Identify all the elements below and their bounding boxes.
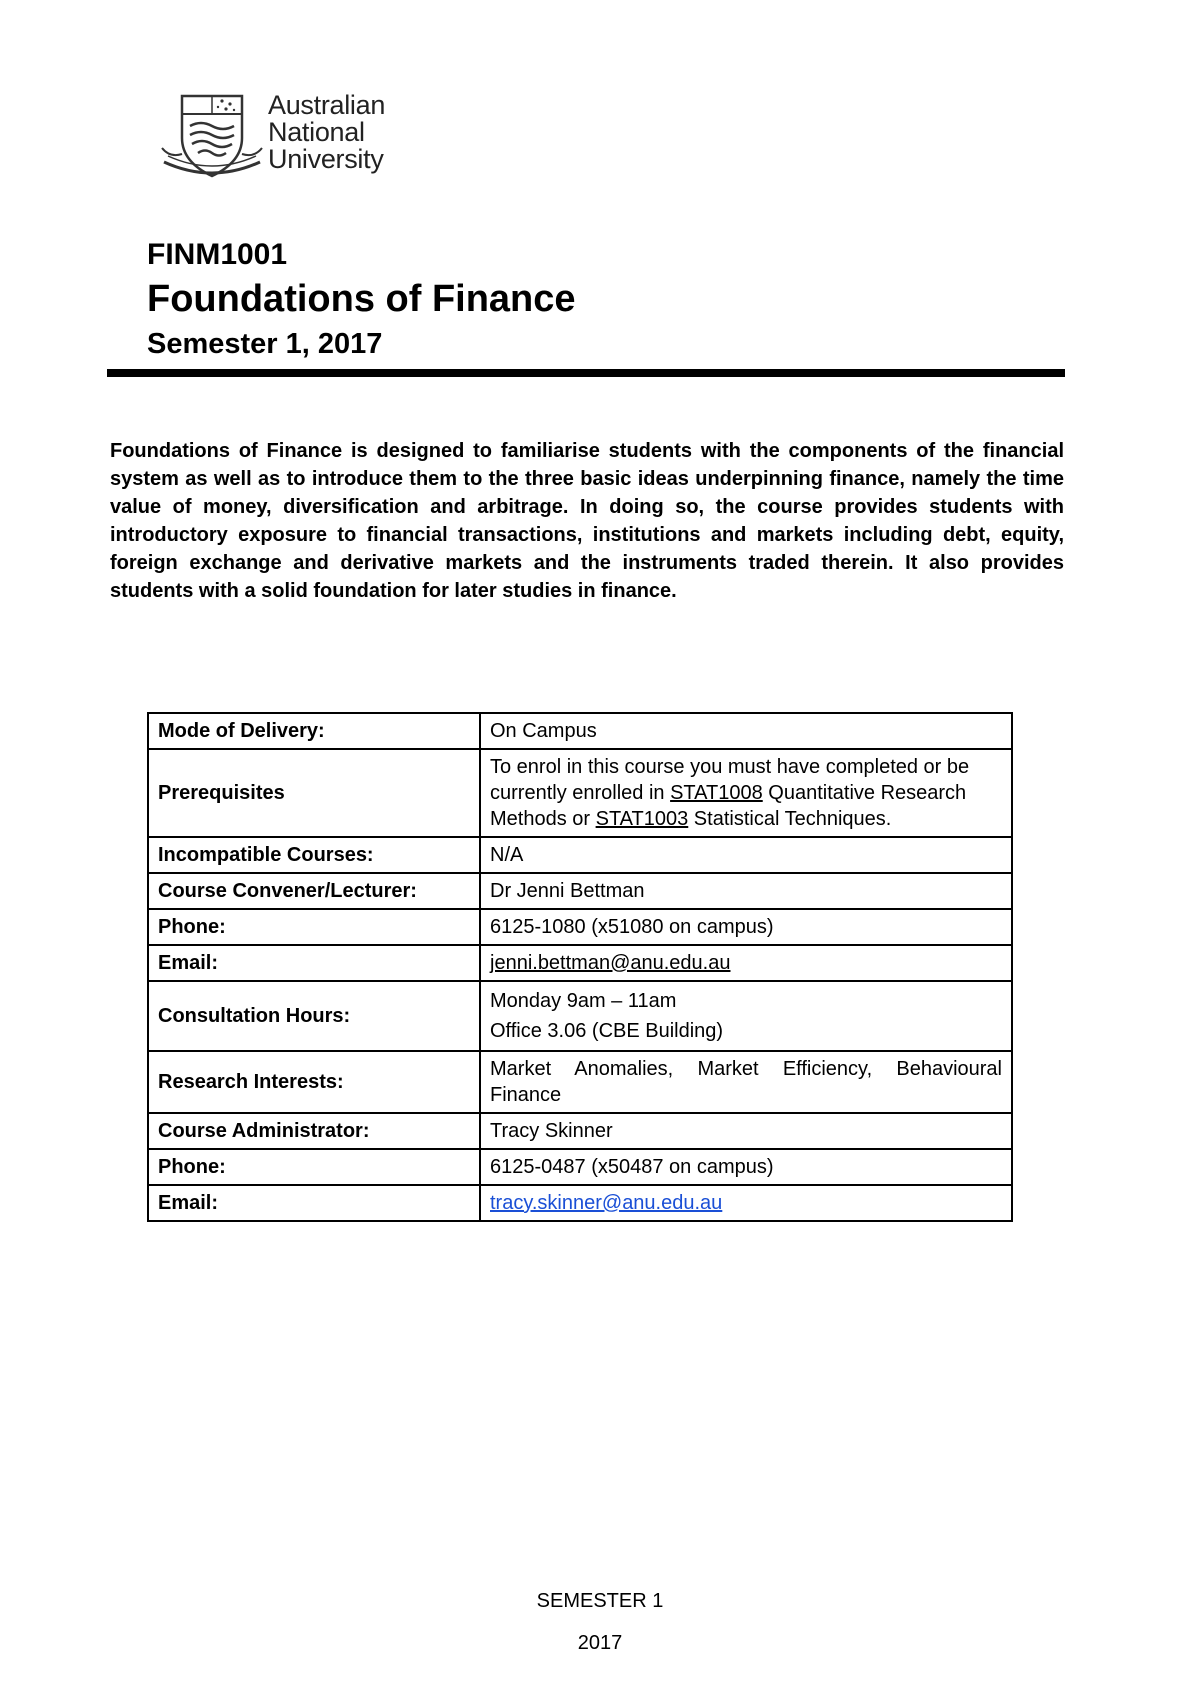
course-info-table xyxy=(147,712,1013,1222)
logo-wordmark xyxy=(268,92,385,173)
consultation-value xyxy=(480,981,1012,1051)
course-title: Foundations of Finance xyxy=(147,278,576,320)
footer-semester: SEMESTER 1 xyxy=(536,1590,664,1612)
course-code: FINM1001 xyxy=(147,238,288,271)
phone-label: Phone: xyxy=(148,1149,480,1185)
table-row xyxy=(148,837,1012,873)
consultation-office: Office 3.06 (CBE Building) xyxy=(490,1020,724,1042)
table-row xyxy=(148,909,1012,945)
email-label: Email: xyxy=(148,945,480,981)
table-row xyxy=(148,981,1012,1051)
logo-line: Australian xyxy=(268,90,386,120)
table-row xyxy=(148,713,1012,749)
table-row xyxy=(148,1113,1012,1149)
administrator-email-link[interactable]: tracy.skinner@anu.edu.au xyxy=(490,1192,723,1214)
table-row xyxy=(148,945,1012,981)
phone-value: 6125-0487 (x50487 on campus) xyxy=(480,1149,1012,1185)
header-divider xyxy=(107,369,1065,377)
table-row xyxy=(148,873,1012,909)
incompatible-label: Incompatible Courses: xyxy=(148,837,480,873)
stat1008-link[interactable]: STAT1008 xyxy=(670,782,763,804)
table-row xyxy=(148,1149,1012,1185)
crest-icon xyxy=(160,92,264,180)
table-row xyxy=(148,1185,1012,1221)
table-row xyxy=(148,749,1012,837)
logo-line: National xyxy=(268,117,365,147)
convener-label: Course Convener/Lecturer: xyxy=(148,873,480,909)
logo-line: University xyxy=(268,144,384,174)
research-value: Market Anomalies, Market Efficiency, Behavioural Finance xyxy=(480,1051,1012,1113)
administrator-label: Course Administrator: xyxy=(148,1113,480,1149)
university-logo xyxy=(160,92,400,182)
stat1003-link[interactable]: STAT1003 xyxy=(595,808,689,830)
administrator-value: Tracy Skinner xyxy=(480,1113,1012,1149)
course-semester: Semester 1, 2017 xyxy=(147,328,383,360)
convener-value: Dr Jenni Bettman xyxy=(480,873,1012,909)
footer-year: 2017 xyxy=(577,1632,623,1654)
prereq-text: To enrol in this course you must have completed or be currently enrolled in xyxy=(490,756,970,804)
prereq-text: Quantitative Research Methods or xyxy=(490,782,967,830)
mode-label: Mode of Delivery: xyxy=(148,713,480,749)
prereq-text: Statistical Techniques. xyxy=(688,808,892,830)
email-cell xyxy=(480,1185,1012,1221)
mode-value: On Campus xyxy=(480,713,1012,749)
table-row xyxy=(148,1051,1012,1113)
phone-value: 6125-1080 (x51080 on campus) xyxy=(480,909,1012,945)
research-label: Research Interests: xyxy=(148,1051,480,1113)
consultation-time: Monday 9am – 11am xyxy=(490,990,677,1012)
email-cell xyxy=(480,945,1012,981)
prereq-label: Prerequisites xyxy=(148,749,480,837)
course-description: Foundations of Finance is designed to familiarise students with the components of the financial system as well as to introduce them to the three basic ideas underpinning finance, namely the time value of money, diversification and arbitrage. In doing so, the course provides students with introductory exposure to financial transactions, institutions and markets including debt, equity, foreign exchange and derivative markets and the instruments traded therein. It also provides students with a solid foundation for later studies in finance. xyxy=(110,440,1064,602)
phone-label: Phone: xyxy=(148,909,480,945)
incompatible-value: N/A xyxy=(480,837,1012,873)
prereq-value xyxy=(480,749,1012,837)
consultation-label: Consultation Hours: xyxy=(148,981,480,1051)
convener-email-link[interactable]: jenni.bettman@anu.edu.au xyxy=(490,952,731,974)
email-label: Email: xyxy=(148,1185,480,1221)
